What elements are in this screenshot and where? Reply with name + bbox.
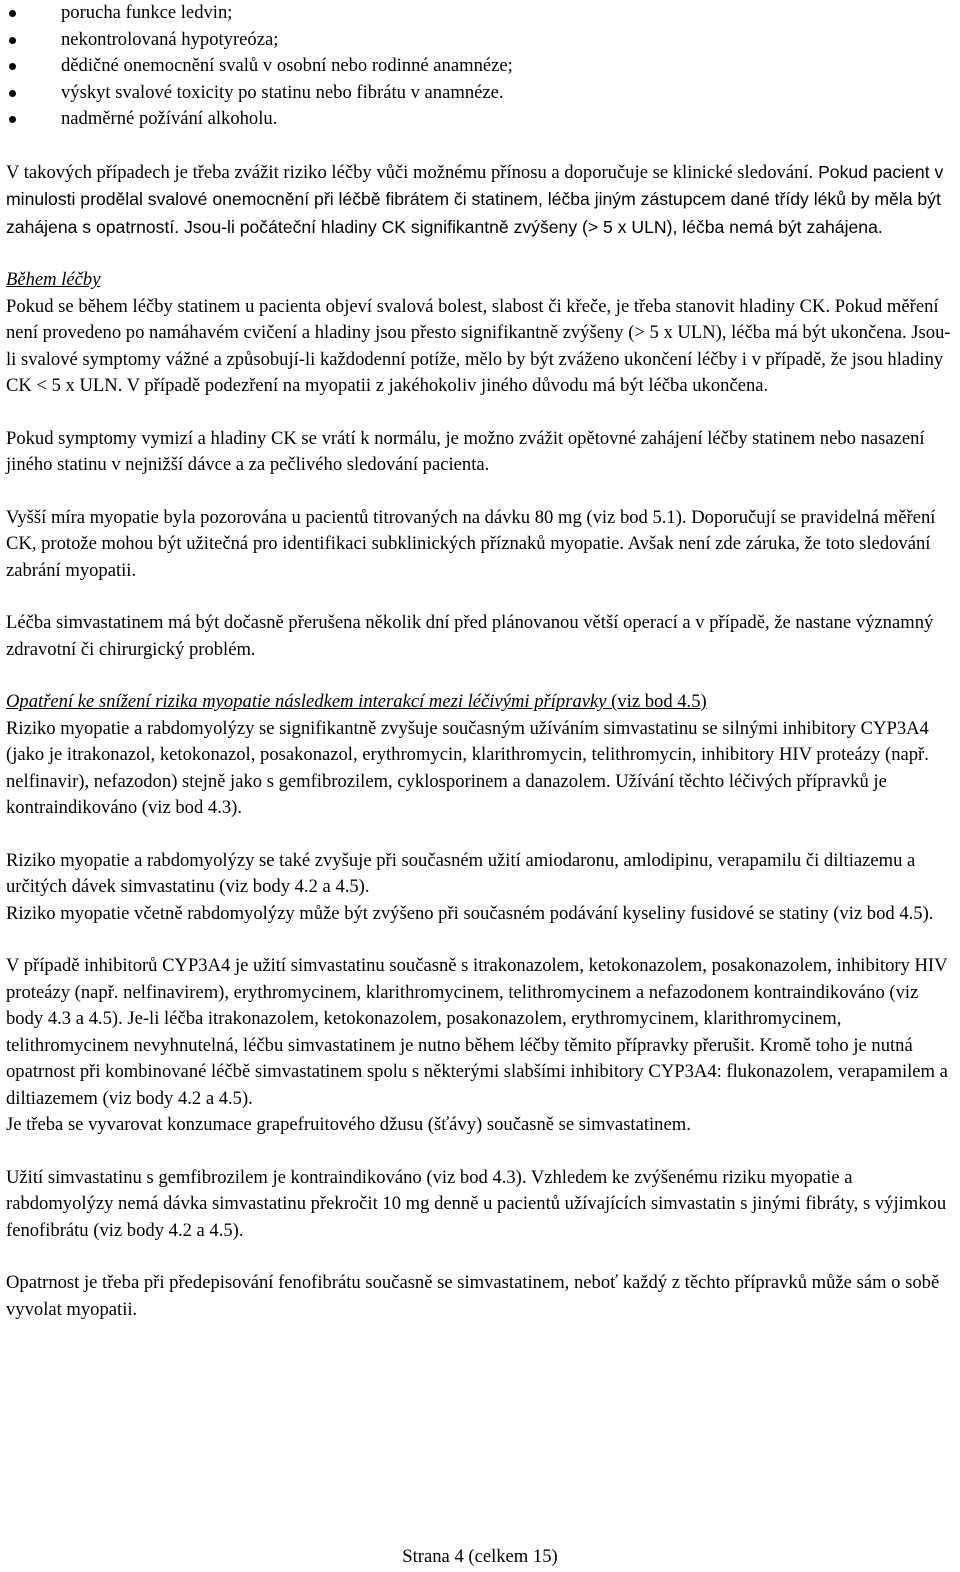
list-item: nekontrolovaná hypotyreóza; (6, 27, 952, 54)
paragraph-cyp3a4-inhibitors: Riziko myopatie a rabdomyolýzy se signifikantně zvyšuje současným užíváním simvastatinu se silnými inhibitory CYP3A4 (jako je itrakonazol, ketokonazol, posakonazol, erythromycin, klarithromycin, telithromycin, inhibitory HIV proteázy (např. nelfinavir), nefazodon) stejně jako s gemfibrozilem, cyklosporinem a danazolem. Užívání těchto léčivých přípravků je kontraindikováno (viz bod 4.3). (6, 717, 929, 818)
paragraph-reinitiation: Pokud symptomy vymizí a hladiny CK se vrátí k normálu, je možno zvážit opětovné zahájení léčby statinem nebo nasazení jiného statinu v nejnižší dávce a za pečlivého sledování pacienta. (6, 427, 925, 475)
paragraph-fusidic-acid: Riziko myopatie včetně rabdomyolýzy může být zvýšeno při současném podávání kyseliny fusidové se statiny (viz bod 4.5). (6, 902, 934, 924)
list-item: výskyt svalové toxicity po statinu nebo fibrátu v anamnéze. (6, 80, 952, 107)
paragraph-dose-80mg: Vyšší míra myopatie byla pozorována u pacientů titrovaných na dávku 80 mg (viz bod 5.1). Doporučují se pravidelná měření CK, protože mohou být užitečná pro identifikaci subklinických příznaků myopatie. Avšak není zde záruka, že toto sledování zabrání myopatii. (6, 506, 936, 581)
paragraph-fenofibrate: Opatrnost je třeba při předepisování fenofibrátu současně se simvastatinem, neboť každý z těchto přípravků může sám o sobě vyvolat myopatii. (6, 1272, 940, 1320)
paragraph-cyp3a4-contraindicated: V případě inhibitorů CYP3A4 je užití simvastatinu současně s itrakonazolem, ketokonazolem, posakonazolem, inhibitory HIV proteázy (např. nelfinavirem), erythromycinem, klarithromycinem, telithromycinem a nefazodonem kontraindikováno (viz body 4.3 a 4.5). Je-li léčba itrakonazolem, ketokonazolem, posakonazolem, erythromycinem, klarithromycinem, telithromycinem nevyhnutelná, léčbu simvastatinem je nutno během léčby těmito přípravky přerušit. Kromě toho je nutná opatrnost při kombinované léčbě simvastatinem spolu s některými slabšími inhibitory CYP3A4: flukonazolem, verapamilem a diltiazemem (viz body 4.2 a 4.5). (6, 955, 948, 1109)
risk-factor-list (6, 0, 952, 133)
paragraph-gemfibrozil: Užití simvastatinu s gemfibrozilem je kontraindikováno (viz bod 4.3). Vzhledem ke zvýšenému riziku myopatie a rabdomyolýzy nemá dávka simvastatinu překročit 10 mg denně u pacientů užívajících simvastatin s jinými fibráty, s výjimkou fenofibrátu (viz body 4.2 a 4.5). (6, 1166, 947, 1241)
document-page (6, 0, 952, 1323)
page-footer: Strana 4 (celkem 15) (402, 1546, 558, 1567)
paragraph-amiodarone: Riziko myopatie a rabdomyolýzy se také zvyšuje při současném užití amiodaronu, amlodipinu, verapamilu či diltiazemu a určitých dávek simvastatinu (viz body 4.2 a 4.5). (6, 849, 916, 897)
section-heading-during-treatment: Během léčby (6, 269, 101, 290)
paragraph-grapefruit: Je třeba se vyvarovat konzumace grapefruitového džusu (šťávy) současně se simvastatinem. (6, 1114, 691, 1135)
bullet-icon (9, 10, 16, 17)
section-heading-interactions: Opatření ke snížení rizika myopatie následkem interakcí mezi léčivými přípravky (viz bod 4.5) (6, 691, 707, 712)
bullet-icon (9, 63, 16, 70)
paragraph-risk-assessment: V takových případech je třeba zvážit riziko léčby vůči možnému přínosu a doporučuje se klinické sledování. Pokud pacient v minulosti prodělal svalové onemocnění při léčbě fibrátem či statinem, léčba jiným zástupcem dané třídy léků by měla být zahájena s opatrností. Jsou-li počáteční hladiny CK signifikantně zvýšeny (> 5 x ULN), léčba nemá být zahájena. (6, 161, 944, 237)
paragraph-surgery: Léčba simvastatinem má být dočasně přerušena několik dní před plánovanou větší operací a v případě, že nastane významný zdravotní či chirurgický problém. (6, 612, 934, 660)
bullet-icon (9, 90, 16, 97)
list-item: dědičné onemocnění svalů v osobní nebo rodinné anamnéze; (6, 53, 952, 80)
bullet-icon (9, 37, 16, 44)
list-item: porucha funkce ledvin; (6, 0, 952, 27)
list-item: nadměrné požívání alkoholu. (6, 106, 952, 133)
paragraph-during-treatment: Pokud se během léčby statinem u pacienta objeví svalová bolest, slabost či křeče, je třeba stanovit hladiny CK. Pokud měření není provedeno po namáhavém cvičení a hladiny jsou přesto signifikantně zvýšeny (> 5 x ULN), léčba má být ukončena. Jsou-li svalové symptomy vážné a způsobují-li každodenní potíže, mělo by být zváženo ukončení léčby i v případě, že jsou hladiny CK < 5 x ULN. V případě podezření na myopatii z jakéhokoliv jiného důvodu má být léčba ukončena. (6, 295, 951, 396)
bullet-icon (9, 116, 16, 123)
